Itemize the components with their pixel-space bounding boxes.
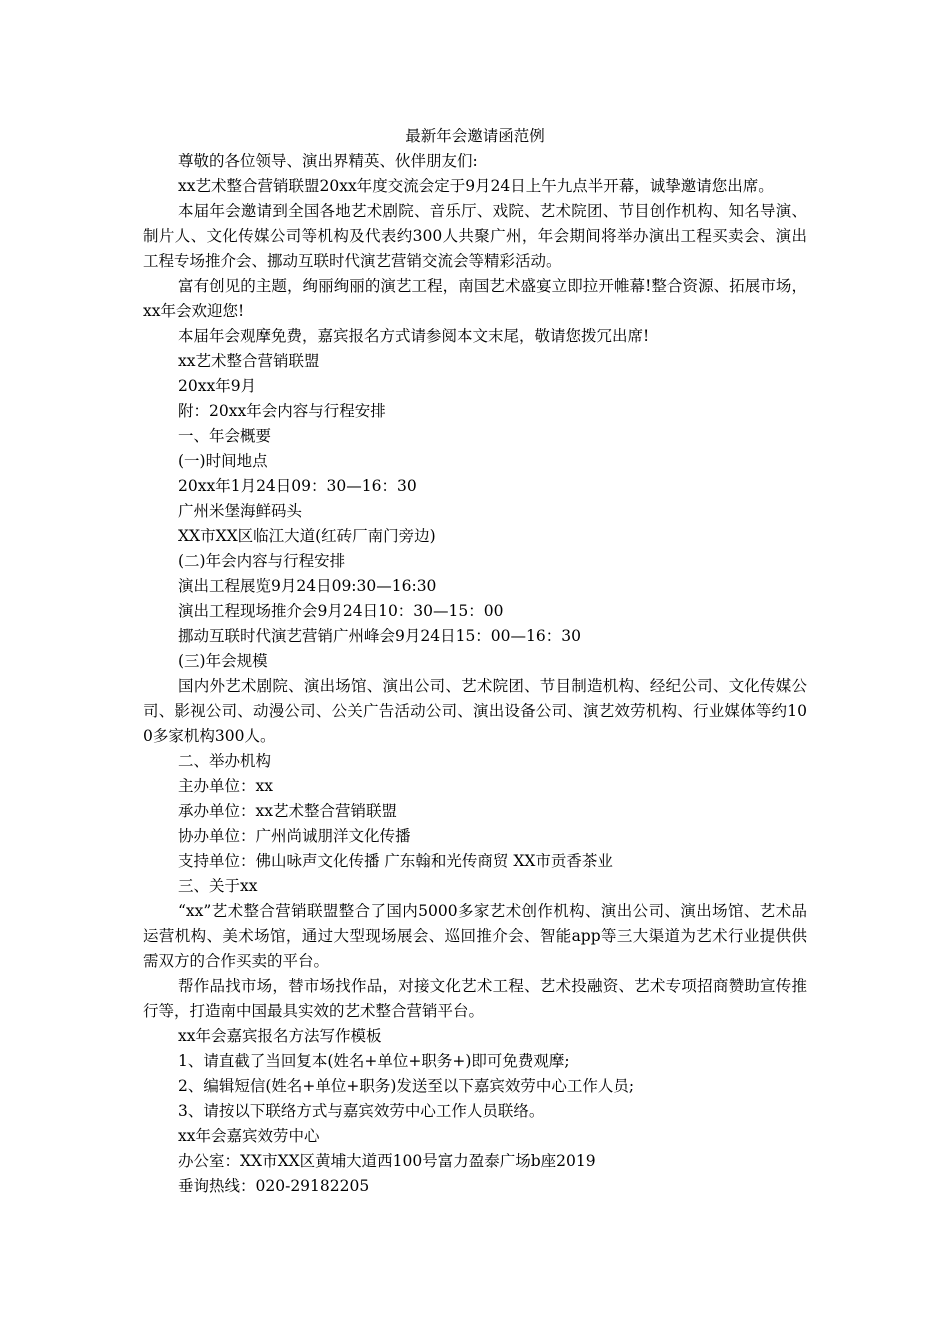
section-heading: 二、举办机构: [178, 752, 272, 770]
paragraph: 演出工程展览9月24日09:30—16:30: [178, 577, 437, 595]
subsection-heading: (一)时间地点: [178, 452, 268, 470]
paragraph: xx年会嘉宾报名方法写作模板: [178, 1027, 382, 1045]
paragraph: 帮作品找市场，替市场找作品，对接文化艺术工程、艺术投融资、艺术专项招商赞助宣传推行等，打造南中国最具实效的艺术整合营销平台。: [143, 977, 807, 1020]
section-heading: 一、年会概要: [178, 427, 272, 445]
paragraph: 20xx年1月24日09：30—16：30: [178, 477, 417, 495]
paragraph: 支持单位：佛山咏声文化传播 广东翰和光传商贸 XX市贡香茶业: [178, 852, 613, 870]
list-item: 2、编辑短信(姓名+单位+职务)发送至以下嘉宾效劳中心工作人员;: [178, 1077, 635, 1095]
paragraph: 广州米堡海鲜码头: [178, 502, 303, 520]
paragraph: “xx”艺术整合营销联盟整合了国内5000多家艺术创作机构、演出公司、演出场馆、艺术品运营机构、美术场馆，通过大型现场展会、巡回推介会、智能app等三大渠道为艺术行业提供供需双方的合作买卖的平台。: [143, 902, 807, 970]
paragraph: 演出工程现场推介会9月24日10：30—15：00: [178, 602, 504, 620]
paragraph: 国内外艺术剧院、演出场馆、演出公司、艺术院团、节目制造机构、经纪公司、文化传媒公司、影视公司、动漫公司、公关广告活动公司、演出设备公司、演艺效劳机构、行业媒体等约100多家机构300人。: [143, 677, 807, 745]
contact-address: 办公室：XX市XX区黄埔大道西100号富力盈泰广场b座2019: [178, 1152, 596, 1170]
paragraph: 承办单位：xx艺术整合营销联盟: [178, 802, 397, 820]
paragraph: 富有创见的主题，绚丽绚丽的演艺工程，南国艺术盛宴立即拉开帷幕!整合资源、拓展市场，xx年会欢迎您!: [143, 277, 807, 320]
section-heading: 三、关于xx: [178, 877, 258, 895]
greeting-paragraph: 尊敬的各位领导、演出界精英、伙伴朋友们:: [178, 152, 478, 170]
paragraph: XX市XX区临江大道(红砖厂南门旁边): [178, 527, 436, 545]
paragraph: 本届年会观摩免费，嘉宾报名方式请参阅本文末尾，敬请您拨冗出席!: [178, 327, 650, 345]
signature-organization: xx艺术整合营销联盟: [178, 352, 320, 370]
paragraph: 协办单位：广州尚诚朋洋文化传播: [178, 827, 411, 845]
subsection-heading: (三)年会规模: [178, 652, 268, 670]
list-item: 3、请按以下联络方式与嘉宾效劳中心工作人员联络。: [178, 1102, 545, 1120]
signature-date: 20xx年9月: [178, 377, 257, 395]
appendix-heading: 附：20xx年会内容与行程安排: [178, 402, 386, 420]
document-body: [143, 124, 807, 1199]
subsection-heading: (二)年会内容与行程安排: [178, 552, 346, 570]
paragraph: xx艺术整合营销联盟20xx年度交流会定于9月24日上午九点半开幕，诚挚邀请您出席。: [178, 177, 774, 195]
paragraph: 挪动互联时代演艺营销广州峰会9月24日15：00—16：30: [178, 627, 581, 645]
paragraph: xx年会嘉宾效劳中心: [178, 1127, 320, 1145]
document-title: 最新年会邀请函范例: [405, 127, 545, 145]
contact-hotline: 垂询热线：020-29182205: [178, 1177, 370, 1195]
list-item: 1、请直截了当回复本(姓名+单位+职务+)即可免费观摩;: [178, 1052, 570, 1070]
paragraph: 主办单位：xx: [178, 777, 273, 795]
paragraph: 本届年会邀请到全国各地艺术剧院、音乐厅、戏院、艺术院团、节目创作机构、知名导演、制片人、文化传媒公司等机构及代表约300人共聚广州，年会期间将举办演出工程买卖会、演出工程专场推介会、挪动互联时代演艺营销交流会等精彩活动。: [143, 202, 807, 270]
